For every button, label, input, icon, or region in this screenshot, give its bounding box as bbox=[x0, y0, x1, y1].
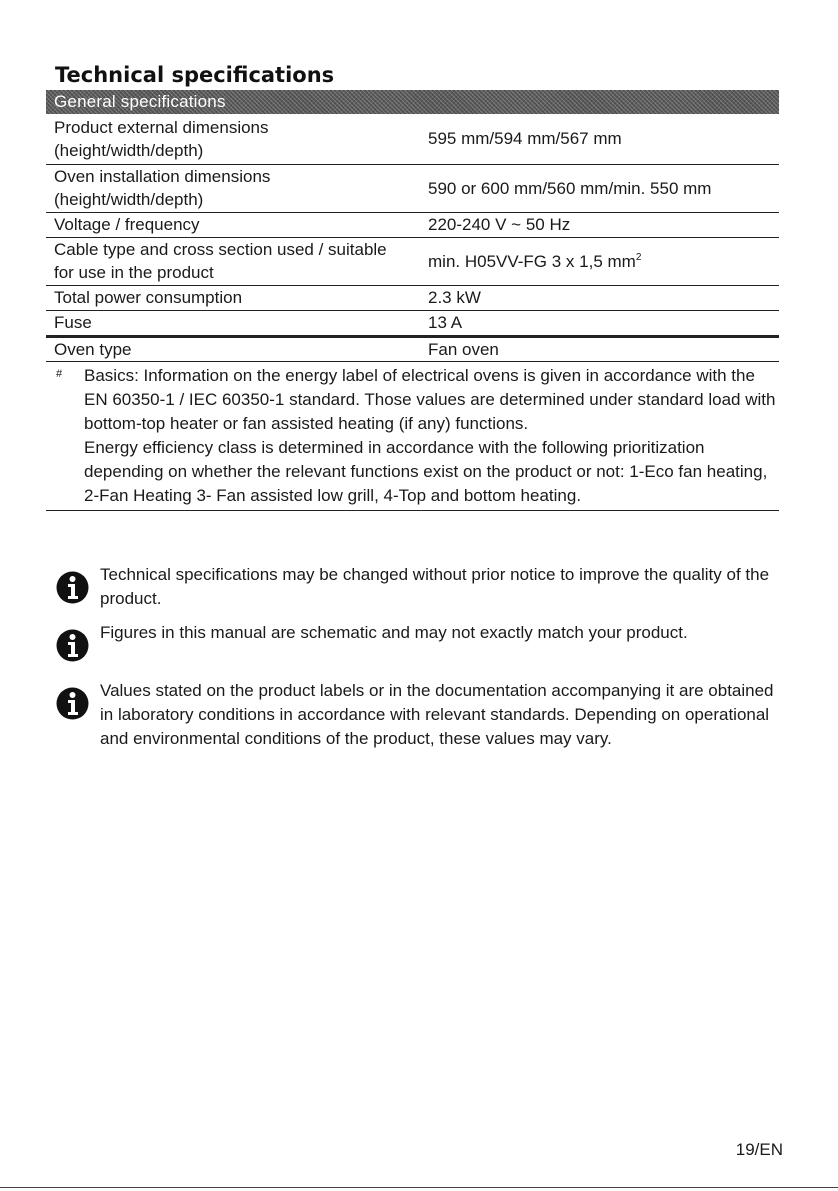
info-icon bbox=[56, 687, 89, 720]
spec-key: Oven installation dimensions (height/width/depth) bbox=[46, 164, 411, 212]
footnote-paragraph: Basics: Information on the energy label of electrical ovens is given in accordance with the EN 60350-1 / IEC 60350-1 standard. Those values are determined under standard load with bottom-top heater or fan assisted heating (if any) functions. bbox=[84, 366, 776, 433]
footnote bbox=[46, 364, 779, 511]
note-text: Values stated on the product labels or in the documentation accompanying it are obtained in laboratory conditions in accordance with relevant standards. Depending on operational and environmental conditions of the product, these values may vary. bbox=[100, 681, 774, 748]
page-number: 19/EN bbox=[735, 1140, 783, 1159]
spec-value: 595 mm/594 mm/567 mm bbox=[411, 114, 779, 164]
spec-key: Oven type bbox=[46, 336, 411, 361]
info-icon bbox=[56, 629, 89, 662]
spec-key: Total power consumption bbox=[46, 285, 411, 310]
info-note bbox=[56, 563, 776, 611]
table-row bbox=[46, 237, 779, 285]
spec-value: 13 A bbox=[411, 310, 779, 336]
info-note bbox=[56, 679, 776, 751]
note-text: Figures in this manual are schematic and may not exactly match your product. bbox=[100, 623, 688, 642]
info-icon bbox=[56, 571, 89, 604]
superscript: 2 bbox=[635, 251, 642, 263]
table-row bbox=[46, 336, 779, 361]
table-row bbox=[46, 164, 779, 212]
spec-value: 220-240 V ~ 50 Hz bbox=[411, 212, 779, 237]
footnote-mark: # bbox=[56, 368, 63, 380]
spec-value-cell bbox=[411, 237, 779, 285]
spec-value: 590 or 600 mm/560 mm/min. 550 mm bbox=[411, 164, 779, 212]
page-title: Technical specifications bbox=[55, 63, 335, 87]
table-row bbox=[46, 285, 779, 310]
spec-key: Voltage / frequency bbox=[46, 212, 411, 237]
spec-key: Cable type and cross section used / suitable for use in the product bbox=[46, 237, 411, 285]
table-row bbox=[46, 114, 779, 164]
bottom-divider bbox=[0, 1187, 838, 1188]
table-row bbox=[46, 310, 779, 336]
note-text: Technical specifications may be changed without prior notice to improve the quality of the product. bbox=[100, 565, 770, 608]
specifications-table bbox=[46, 114, 779, 362]
section-header-bar bbox=[46, 90, 779, 114]
section-title: General specifications bbox=[54, 92, 226, 111]
spec-key: Fuse bbox=[46, 310, 411, 336]
footnote-paragraph: Energy efficiency class is determined in accordance with the following prioritization depending on whether the relevant functions exist on the product or not: 1-Eco fan heating, 2-Fan Heating 3- Fan assisted low grill, 4-Top and bottom heating. bbox=[84, 438, 768, 505]
spec-value: Fan oven bbox=[411, 336, 779, 361]
spec-key: Product external dimensions (height/width/depth) bbox=[46, 114, 411, 164]
spec-value: 2.3 kW bbox=[411, 285, 779, 310]
table-row bbox=[46, 212, 779, 237]
spec-value: min. H05VV-FG 3 x 1,5 mm bbox=[428, 251, 636, 271]
info-note bbox=[56, 621, 776, 645]
